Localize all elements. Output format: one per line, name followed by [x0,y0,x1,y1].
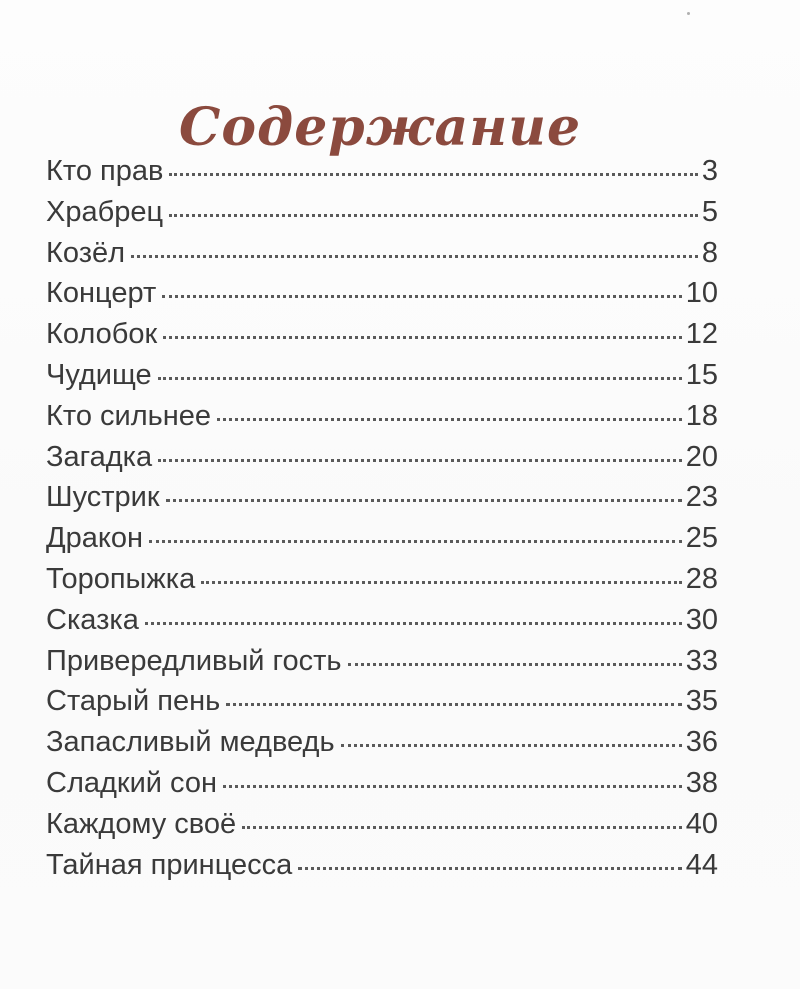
dot-leader [169,214,698,217]
dot-leader [169,173,697,176]
dot-leader [158,459,682,462]
toc-entry-title: Козёл [46,236,126,269]
dot-leader [226,703,682,706]
toc-entry [46,767,718,808]
dot-leader [341,744,682,747]
dot-leader [242,826,682,829]
toc-entry-title: Кто сильнее [46,399,212,432]
toc-entry-title: Кто прав [46,155,164,187]
toc-entry [46,808,718,849]
table-of-contents [46,155,718,889]
toc-entry-title: Привередливый гость [46,644,342,677]
toc-entry-title: Сказка [46,603,139,636]
toc-entry-title: Запасливый медведь [46,726,335,759]
toc-entry-title: Каждому своё [46,807,237,840]
dot-leader [348,663,682,666]
toc-entry-page-number: 36 [685,726,718,759]
toc-entry [46,155,718,196]
toc-entry-title: Тайная принцесса [46,848,293,881]
toc-entry-title: Храбрец [46,195,164,228]
dot-leader [217,418,682,421]
toc-entry-title: Чудище [46,358,152,391]
toc-entry [46,645,718,686]
toc-entry [46,604,718,645]
toc-entry [46,481,718,522]
toc-entry-page-number: 18 [685,399,718,432]
toc-entry-title: Шустрик [46,481,160,514]
toc-entry-page-number: 12 [685,318,718,351]
page-title: Содержание [178,96,582,158]
toc-entry [46,277,718,318]
dot-leader [149,540,682,543]
dot-leader [131,255,698,258]
toc-entry-page-number: 35 [685,685,718,718]
toc-entry-title: Дракон [46,522,144,555]
toc-entry-page-number: 33 [685,644,718,677]
toc-entry-title: Загадка [46,440,153,473]
toc-entry-page-number: 44 [685,848,718,881]
dot-leader [162,295,682,298]
toc-entry-title: Концерт [46,277,157,310]
toc-entry-page-number: 20 [685,440,718,473]
toc-entry [46,726,718,767]
toc-entry-title: Старый пень [46,685,221,718]
toc-entry-page-number: 38 [685,766,718,799]
toc-entry [46,359,718,400]
toc-entry [46,522,718,563]
toc-entry-page-number: 5 [701,195,718,228]
dot-leader [223,785,682,788]
dot-leader [298,867,682,870]
toc-entry [46,318,718,359]
toc-entry-page-number: 30 [685,603,718,636]
toc-entry-page-number: 15 [685,358,718,391]
dot-leader [145,622,682,625]
dot-leader [166,499,682,502]
paper-speck [687,12,690,15]
toc-entry-page-number: 40 [685,807,718,840]
toc-entry-page-number: 23 [685,481,718,514]
toc-entry [46,563,718,604]
toc-entry-page-number: 3 [701,155,718,187]
dot-leader [201,581,682,584]
dot-leader [163,336,682,339]
toc-entry-page-number: 8 [701,236,718,269]
toc-entry-title: Колобок [46,318,158,351]
toc-entry [46,196,718,237]
toc-entry-page-number: 28 [685,562,718,595]
toc-entry-title: Сладкий сон [46,766,218,799]
toc-entry-title: Торопыжка [46,562,196,595]
toc-entry [46,237,718,278]
toc-entry [46,849,718,890]
dot-leader [158,377,682,380]
toc-entry [46,400,718,441]
toc-entry-page-number: 10 [685,277,718,310]
toc-entry [46,441,718,482]
toc-entry [46,685,718,726]
toc-entry-page-number: 25 [685,522,718,555]
